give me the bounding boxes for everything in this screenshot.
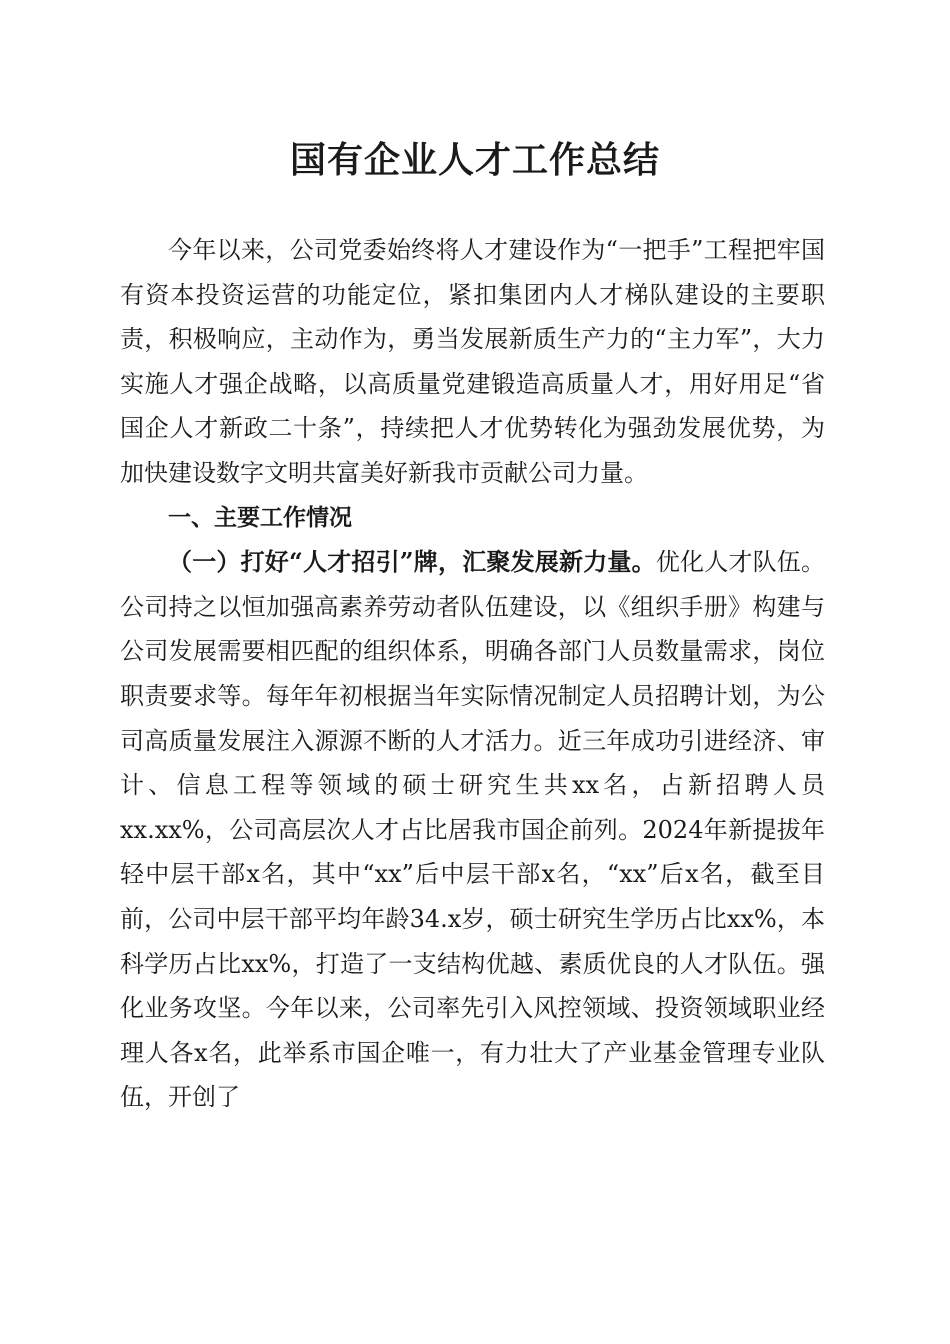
- document-body: [120, 228, 825, 1120]
- subsection-heading: （一）打好“人才招引”牌，汇聚发展新力量。: [168, 547, 656, 577]
- subsection-body: 优化人才队伍。公司持之以恒加强高素养劳动者队伍建设，以《组织手册》构建与公司发展需要相匹配的组织体系，明确各部门人员数量需求，岗位职责要求等。每年年初根据当年实际情况制定人员招聘计划，为公司高质量发展注入源源不断的人才活力。近三年成功引进经济、审计、信息工程等领域的硕士研究生共xx名，占新招聘人员xx.xx%，公司高层次人才占比居我市国企前列。2024年新提拔年轻中层干部x名，其中“xx”后中层干部x名，“xx”后x名，截至目前，公司中层干部平均年龄34.x岁，硕士研究生学历占比xx%，本科学历占比xx%，打造了一支结构优越、素质优良的人才队伍。强化业务攻坚。今年以来，公司率先引入风控领域、投资领域职业经理人各x名，此举系市国企唯一，有力壮大了产业基金管理专业队伍，开创了: [120, 548, 826, 1112]
- document-title: 国有企业人才工作总结: [289, 139, 660, 181]
- section-heading: 一、主要工作情况: [168, 504, 352, 531]
- intro-paragraph: 今年以来，公司党委始终将人才建设作为“一把手”工程把牢国有资本投资运营的功能定位，紧扣集团内人才梯队建设的主要职责，积极响应，主动作为，勇当发展新质生产力的“主力军”，大力实施人才强企战略，以高质量党建锻造高质量人才，用好用足“省国企人才新政二十条”，持续把人才优势转化为强劲发展优势，为加快建设数字文明共富美好新我市贡献公司力量。: [120, 236, 825, 487]
- subsection-paragraph: [120, 540, 825, 1120]
